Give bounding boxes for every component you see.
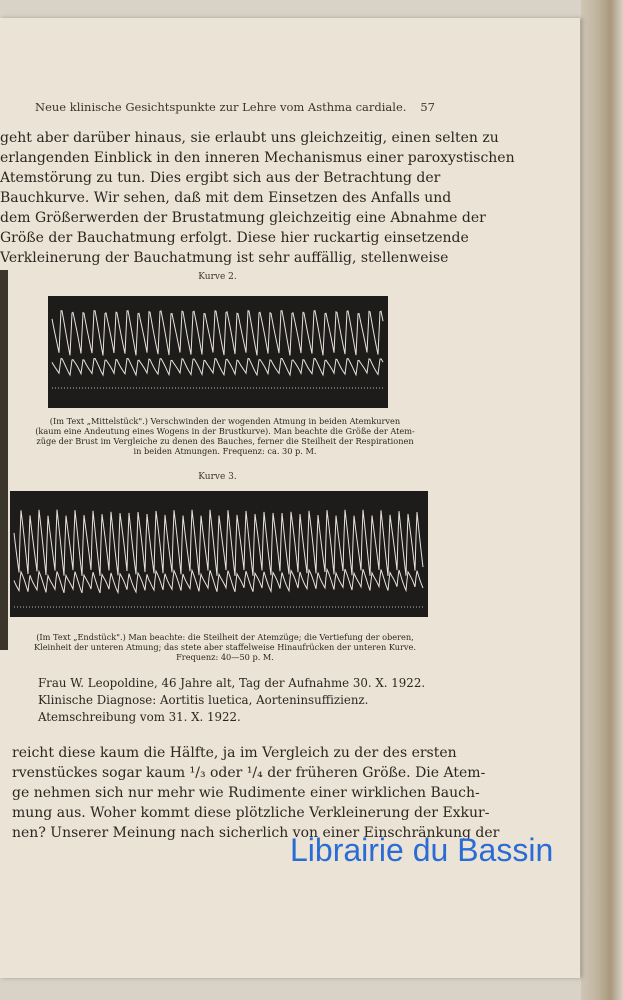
caption-line: Frequenz: 40—50 p. M. [176, 652, 274, 662]
trace-line [52, 311, 383, 356]
text-line: Atemstörung zu tun. Dies ergibt sich aus der Betrachtung der [0, 170, 441, 186]
figure2-trace-image [48, 296, 388, 408]
text-line: reicht diese kaum die Hälfte, ja im Vergleich zu der des ersten [12, 745, 457, 761]
text-line: geht aber darüber hinaus, sie erlaubt uns gleichzeitig, einen selten zu [0, 130, 499, 146]
patient-line: Atemschreibung vom 31. X. 1922. [38, 710, 241, 724]
figure2-caption [10, 416, 440, 456]
paragraph-bottom [12, 743, 500, 843]
figure2-title: Kurve 2. [198, 272, 237, 282]
book-page-edges [581, 0, 623, 1000]
patient-record [38, 675, 425, 726]
figure3-title: Kurve 3. [198, 472, 237, 482]
figure3-trace-image [10, 491, 428, 617]
caption-line: (kaum eine Andeutung eines Wogens in der Brustkurve). Man beachte die Größe der Atem- [35, 426, 415, 436]
figure3-caption [10, 632, 440, 662]
patient-line: Klinische Diagnose: Aortitis luetica, Aorteninsuffizienz. [38, 693, 369, 707]
trace-line [52, 359, 383, 376]
trace-line [14, 510, 423, 576]
text-line: dem Größerwerden der Brustatmung gleichzeitig eine Abnahme der [0, 210, 486, 226]
patient-line: Frau W. Leopoldine, 46 Jahre alt, Tag der Aufnahme 30. X. 1922. [38, 676, 426, 690]
text-line: erlangenden Einblick in den inneren Mechanismus einer paroxystischen [0, 150, 515, 166]
text-line: ge nehmen sich nur mehr wie Rudimente einer wirklichen Bauch- [12, 785, 480, 801]
header-title: Neue klinische Gesichtspunkte zur Lehre vom Asthma cardiale. [35, 100, 407, 114]
caption-line: (Im Text „Endstück".) Man beachte: die Steilheit der Atemzüge; die Vertiefung der oberen, [36, 632, 414, 642]
binding-shadow [0, 270, 8, 650]
paragraph-top [0, 128, 515, 268]
text-line: Bauchkurve. Wir sehen, daß mit dem Einsetzen des Anfalls und [0, 190, 452, 206]
text-line: mung aus. Woher kommt diese plötzliche Verkleinerung der Exkur- [12, 805, 490, 821]
text-line: nen? Unserer Meinung nach sicherlich von einer Einschränkung der [12, 825, 500, 841]
caption-line: in beiden Atmungen. Frequenz: ca. 30 p. M. [133, 446, 317, 456]
text-line: Größe der Bauchatmung erfolgt. Diese hier ruckartig einsetzende [0, 230, 469, 246]
page-number: 57 [420, 100, 435, 114]
caption-line: züge der Brust im Vergleiche zu denen des Bauches, ferner die Steilheit der Respirationen [36, 436, 414, 446]
figure3-respiration-trace [10, 491, 428, 617]
figure2-respiration-trace [48, 296, 388, 408]
caption-line: (Im Text „Mittelstück".) Verschwinden der wogenden Atmung in beiden Atemkurven [49, 416, 401, 426]
trace-line [14, 569, 423, 593]
text-line: rvenstückes sogar kaum ¹/₃ oder ¹/₄ der früheren Größe. Die Atem- [12, 765, 486, 781]
text-line: Verkleinerung der Bauchatmung ist sehr auffällig, stellenweise [0, 250, 449, 266]
caption-line: Kleinheit der unteren Atmung; das stete aber staffelweise Hinaufrücken der unteren Kurve. [33, 642, 417, 652]
seller-watermark: Librairie du Bassin [290, 832, 554, 868]
